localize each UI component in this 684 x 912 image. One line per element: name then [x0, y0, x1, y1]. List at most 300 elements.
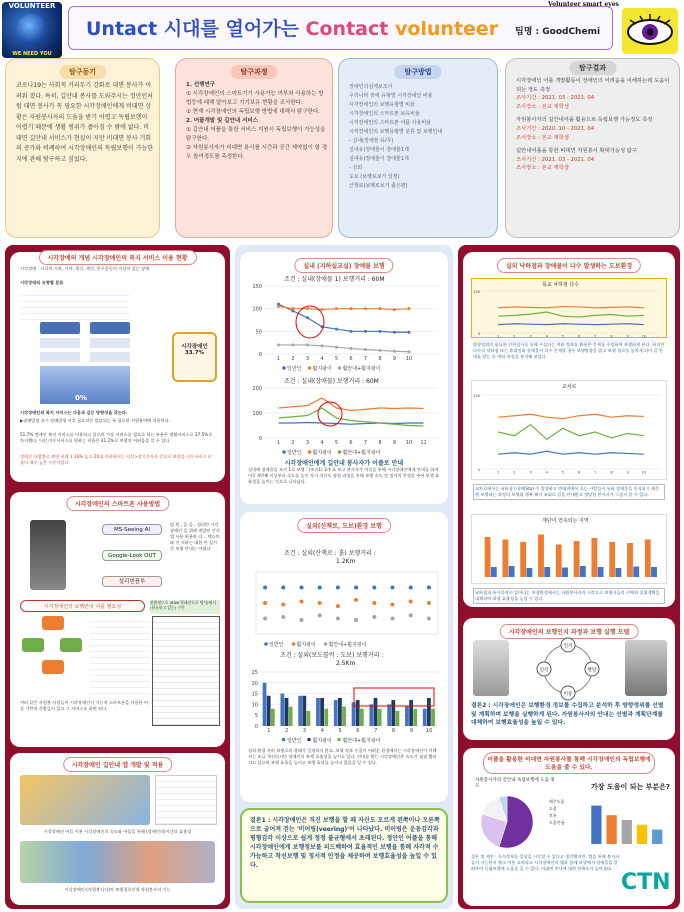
cycle-node-label: 인식	[539, 668, 549, 673]
model-panel	[463, 618, 675, 740]
welfare-note2: 시각장애의 유형별 분류	[20, 280, 64, 285]
stairs-bar-chart	[474, 525, 664, 583]
x-tick-label: 5	[561, 334, 565, 339]
bar	[378, 709, 382, 726]
legend-label: 일반인	[269, 642, 284, 648]
bar	[427, 698, 431, 726]
eye-icon	[622, 8, 678, 54]
x-tick-label: 4	[320, 356, 324, 362]
pie-title: 자원봉사자의 길안내 독립보행에 도움 정도	[475, 778, 555, 789]
bar	[289, 707, 293, 726]
motivation-title: 탐구동기	[59, 65, 106, 79]
welfare-summary: 정애인 사업별로 보면 비례 1.16% 높고 20대 이하에서는 자살>장기중사자 순으로 보행을 이동서비스 비율이 매우 높은 수준이었다.	[20, 454, 212, 465]
indoor-text: 실내에 장애물을 조건 1로 보행 : (조건1) 3개 표 보고 봉사자가 어플을 통해 시각장애인에게 안내를 하며 이동 4번째 이상부터 속도를 높인 자기 자신도 점점 과정을 통해 보행 속도 및 정서적 안정을 주어 보행 효율성을 높이는 것으로 나타났다.	[248, 467, 440, 484]
data-point	[364, 348, 367, 351]
bar	[574, 541, 580, 577]
data-point	[336, 586, 340, 590]
data-point	[379, 307, 382, 310]
stairs-chart-frame	[471, 278, 667, 338]
x-tick-label: 4	[545, 470, 548, 475]
bar	[342, 707, 346, 726]
volunteer-logo	[2, 2, 62, 58]
need-label: 시각장애인의 보행안내 어플 필요성	[20, 600, 145, 612]
legend-item: 도움	[549, 806, 557, 811]
custom-text-box	[152, 616, 220, 726]
legend-marker	[308, 366, 312, 370]
method-item: 실내유(장애물이 장애물1개	[349, 147, 409, 153]
cycle-node-label: 인지	[563, 644, 573, 649]
data-point	[263, 601, 267, 605]
app-caption: 시각장애인 어플 이용 시각장애인의 속도와 어플을 통해 (장애인의)시간과 효율성	[43, 829, 192, 834]
x-tick-label: 1	[497, 470, 500, 475]
process-item: ① 시각장애인의 스마트기기 사용가능 여부와 사용하는 방법등에 대해 알아보고 기기보유 현황을 조사한다.	[186, 91, 324, 106]
bar	[562, 568, 568, 578]
x-tick-label: 7	[374, 728, 378, 734]
process-item: ② 현재 시각장애인의 독립보행 방법에 대해서 탐구한다.	[186, 109, 321, 115]
data-point	[379, 330, 382, 333]
welfare-summary: 시각장애인의 복지 서비스는 다음과 같은 방향성을 갖는다.	[20, 410, 128, 415]
data-point	[391, 603, 395, 607]
bar	[298, 696, 302, 726]
outdoor-chart1-sub: 1.2Km	[336, 558, 356, 565]
data-point	[427, 586, 431, 590]
bar	[302, 696, 306, 726]
data-point	[393, 331, 396, 334]
bar	[485, 537, 491, 577]
need-diagram	[22, 616, 82, 696]
data-point	[292, 307, 295, 310]
logo-top-text: VOLUNTEER	[8, 2, 56, 10]
bar	[324, 709, 328, 726]
legend-marker	[338, 450, 342, 454]
bar	[280, 694, 284, 726]
y-tick-label: 0	[477, 468, 480, 472]
x-tick-label: 8	[378, 356, 382, 362]
model-conclusion: 결론2 : 시각장애인은 보행환경 정보를 수집하고 분석하 후 방향정위를 선별 및 계획하며 보행을 실행하게 된다. 자원봉사자의 안내는 선별과 계획단계를 대체하여 보행효율성을 높일 수 있다.	[471, 703, 664, 726]
data-point	[306, 316, 309, 319]
data-point	[281, 586, 285, 590]
y-tick-label: 100	[252, 306, 262, 313]
indoor-chart2-title: 조건 : 실내(장애물) 보행거리 : 60M	[284, 378, 379, 385]
data-point	[364, 330, 367, 333]
app-label: MS-Seeing AI	[102, 524, 162, 535]
legend-marker	[338, 366, 342, 370]
bar	[263, 683, 267, 726]
data-point	[321, 308, 324, 311]
series-line	[279, 398, 424, 411]
legend-label: 휠지팡이	[312, 366, 332, 372]
data-point	[427, 601, 431, 605]
bar-title: 가장 도움이 되는 부분은?	[591, 783, 670, 791]
series-line	[498, 307, 644, 308]
data-point	[318, 613, 322, 617]
legend-marker	[264, 642, 268, 646]
cognition-cycle-diagram	[523, 638, 613, 700]
outdoor-chart2-sub: 2.5Km	[336, 660, 356, 667]
x-tick-label: 2	[513, 334, 516, 339]
period-item: 조사기간 : 2021. 03 - 2021. 04	[516, 156, 595, 163]
series-line	[498, 324, 644, 325]
process-box	[175, 58, 333, 238]
welfare-note: 시각장애 : 시각의 시력, 시야, 광각, 색각, 안구운동의 이상이 있는 장애	[20, 266, 150, 271]
legend-item: 도움안됨	[549, 820, 565, 825]
brand-label: Volunteer smart eyes	[548, 1, 619, 8]
method-item: 시각장애인의 스마트폰 보유비율	[349, 111, 420, 117]
welfare-summary: 51.7% 정애인 복지 서비스를 이용하고 있으며 가장 서비스를 필요로 하는 부분은 생활서비스로 37.5%로 차지했다. 이런 이동서비스를 원하는 비율은 31.2%로 보행의 어려움을 알 수 있다.	[20, 432, 213, 443]
smartphone-panel	[10, 492, 225, 747]
app-photo-strip	[20, 841, 215, 883]
data-point	[393, 308, 396, 311]
method-item: 실내유(장애물이 장애물1개	[349, 156, 409, 162]
bar	[374, 698, 378, 726]
bar	[338, 698, 342, 726]
stairs-chart3-title: 계단이 연속되는 지역	[542, 518, 589, 524]
method-item: - 실내(장애물 유/무)	[349, 138, 394, 144]
x-tick-label: 8	[378, 440, 382, 446]
series-line	[279, 306, 410, 309]
x-tick-label: 6	[349, 356, 353, 362]
crossroad-line-chart	[474, 391, 664, 477]
data-point	[300, 586, 304, 590]
legend-marker	[282, 366, 286, 370]
indoor-chart1-title: 조건 : 실내(장애물 1) 보행거리 : 60M	[284, 276, 385, 283]
data-point	[318, 586, 322, 590]
x-tick-label: 4	[320, 440, 324, 446]
data-point	[277, 343, 280, 346]
bar	[633, 567, 639, 578]
diagram-node	[40, 338, 80, 348]
bar	[591, 806, 601, 844]
data-point	[318, 601, 322, 605]
y-tick-label: 100	[473, 290, 480, 294]
x-tick-label: 6	[349, 440, 353, 446]
survey-title: 어플을 활용한 비대면 자원봉사를 통해 시각장애인의 독립보행에 도움을 줄 수 있다.	[483, 752, 655, 774]
smartphone-text2: 여러 같은 자원봉 사장들이 시각장애인이 기능적 스마트폰을 이용한 어플 기반의 사람들이 있고 그 서비스를 하면 된다.	[20, 700, 148, 711]
legend-label: 휠안내+휠지팡이	[342, 366, 381, 372]
phone-image	[30, 520, 66, 590]
help-bar-chart	[583, 792, 669, 850]
smartphone-text: 텀 원 , 음 을 , 설리번 시각장애인 을 위해 개발된 인식 앱 사용 허용한 다 .. 텍스트와 인 지하는 대한 안 실시간 보행 안내는 어렵다	[170, 522, 220, 551]
x-tick-label: 5	[334, 440, 339, 446]
x-tick-label: 5	[334, 356, 339, 362]
data-point	[300, 599, 304, 603]
x-tick-label: 6	[577, 334, 581, 339]
help-pie-chart	[477, 792, 547, 852]
y-tick-label: 0	[477, 332, 480, 336]
legend-label: 휠안내+휠지팡이	[342, 738, 381, 744]
bar	[423, 709, 427, 726]
cycle-node-label: 이동	[563, 692, 573, 697]
custom-label: 맞춤형으로 (6DB 형태진로로 방식)에서 (원유하고 있는) 구인	[150, 600, 220, 614]
data-point	[321, 344, 324, 347]
period-title: 탐구결과	[569, 61, 616, 75]
app-label: 설리번플루	[102, 576, 162, 587]
outdoor-chart1-title: 조건 : 실외(산책로 : 흙) 보행거리 :	[284, 550, 376, 557]
method-item: 시각장애인의 보행유형별 분류 및 보행안내	[349, 129, 443, 135]
period-item: 조사기간 : 2020. 10 - 2021. 04	[516, 125, 595, 132]
series-line	[498, 451, 644, 454]
data-point	[364, 307, 367, 310]
x-tick-label: 2	[285, 728, 289, 734]
method-list	[349, 83, 494, 191]
x-tick-label: 9	[409, 728, 413, 734]
data-point	[409, 586, 413, 590]
legend-marker	[324, 642, 328, 646]
data-point	[350, 307, 353, 310]
method-item: 시각장애인의 스마트폰 어플 사용비율	[349, 120, 432, 126]
bar	[320, 698, 324, 726]
y-tick-label: 5	[254, 713, 258, 720]
period-list	[516, 77, 674, 173]
data-point	[336, 617, 340, 621]
bar	[491, 567, 497, 577]
x-tick-label: 1	[276, 440, 281, 446]
legend-label: 휠지팡이	[296, 642, 316, 648]
welfare-highlight-box: 시각장애인 33.7%	[172, 332, 217, 382]
y-tick-label: 20	[251, 680, 258, 687]
bar	[413, 709, 417, 726]
bar	[527, 568, 533, 577]
data-point	[263, 617, 267, 621]
diagram-pct: 0%	[75, 394, 87, 402]
x-tick-label: 10	[405, 440, 413, 446]
diagram-node	[40, 352, 80, 362]
bar	[609, 542, 615, 577]
x-tick-label: 5	[561, 470, 565, 475]
bar	[651, 567, 657, 577]
x-tick-label: 10	[425, 728, 433, 734]
team-name: 팀명 : GoodChemi	[515, 27, 601, 37]
data-point	[350, 347, 353, 350]
data-point	[263, 586, 267, 590]
ctn-logo: CTN	[621, 870, 671, 895]
x-tick-label: 11	[420, 440, 427, 446]
data-point	[354, 586, 358, 590]
app-photo-grid	[20, 775, 150, 825]
x-tick-label: 7	[363, 440, 368, 446]
bar	[520, 542, 526, 577]
x-tick-label: 1	[267, 728, 271, 734]
period-item: 길안내어플을 통한 비대면 자원봉사 확대가능성 탐구	[516, 148, 637, 155]
legend-marker	[292, 642, 296, 646]
y-tick-label: 100	[473, 394, 480, 398]
data-point	[409, 599, 413, 603]
diagram-node	[90, 322, 130, 334]
welfare-summary: ▶장애발생 초기 장애발생 이후 필요적인 발달되는 폭 필요한 지원분야에 적용한다.	[20, 418, 171, 423]
y-tick-label: 0	[258, 436, 262, 442]
bar	[387, 704, 391, 726]
bar	[431, 709, 435, 726]
bar	[627, 543, 633, 577]
data-point	[300, 618, 304, 622]
outdoor-title: 실외(산책로, 도보)환경 보행	[297, 518, 391, 533]
x-tick-label: 10	[641, 334, 647, 339]
data-point	[354, 618, 358, 622]
bar	[652, 830, 662, 844]
bar	[267, 696, 271, 726]
outdoor-scatter-chart	[244, 568, 444, 648]
method-item: 산책로(보행로보가 좁은편)	[349, 183, 408, 189]
need-text-block	[90, 616, 150, 696]
bar	[544, 567, 550, 577]
period-box	[505, 58, 680, 238]
data-point	[350, 330, 353, 333]
process-item: 1. 선행연구	[186, 82, 216, 88]
x-tick-label: 5	[338, 728, 342, 734]
process-title: 탐구과정	[230, 65, 277, 79]
legend-label: 일반인	[287, 450, 302, 456]
data-point	[372, 586, 376, 590]
data-point	[372, 601, 376, 605]
y-tick-label: 100	[252, 411, 262, 417]
diagram-node	[42, 616, 64, 630]
data-point	[335, 307, 338, 310]
diagram-node	[60, 638, 82, 652]
stairs-chart-title: 목교 낙하점 다수	[542, 282, 579, 288]
x-tick-label: 4	[545, 334, 548, 339]
stairs-chart2-title: 교차로	[562, 384, 577, 390]
x-tick-label: 9	[626, 470, 629, 475]
bar	[637, 825, 647, 844]
legend-marker	[338, 738, 341, 741]
x-tick-label: 8	[610, 334, 613, 339]
method-item: 시각장애인의 보행유형별 비율	[349, 102, 415, 108]
title-part-volunteer: volunteer	[394, 18, 499, 40]
y-tick-label: 0	[258, 352, 262, 358]
motivation-box	[5, 58, 160, 238]
bar	[556, 545, 562, 578]
bar	[502, 540, 508, 578]
page-title	[86, 14, 498, 41]
series-line	[498, 312, 644, 317]
highlight-circle	[296, 306, 324, 338]
data-point	[379, 349, 382, 352]
stairs-text2: 교차로에서는 낙하점 (내계(Sta) 이 발생하고 반대편에서 오는 사람들이 통화 장애물을 인식되기 때문에 보행하는 과정의 보행위 행복 해지 조회로 길을 안내받고 정당한 봉사자가 그렇지 알 수 있다.	[473, 484, 665, 500]
bar	[598, 567, 604, 577]
period-item: 조사장소 : 본교 재학생	[516, 165, 569, 172]
data-point	[408, 307, 411, 310]
period-item: 조사기간 : 2021. 03 - 2021. 04	[516, 95, 595, 102]
y-tick-label: 25	[251, 670, 258, 676]
y-tick-label: 150	[252, 284, 262, 290]
legend-label: 휠지팡이	[312, 450, 332, 456]
process-item: ① 길안내 어플을 통한 서비스 지원시 독립보행이 가능성을 탐구한다.	[186, 127, 326, 142]
walking-photo	[625, 640, 667, 696]
legend-label: 일반인	[287, 366, 302, 372]
data-point	[427, 617, 431, 621]
data-point	[372, 615, 376, 619]
data-point	[354, 598, 358, 602]
diagram-node	[90, 338, 130, 348]
x-tick-label: 6	[577, 470, 581, 475]
bar	[369, 704, 373, 726]
method-item: 우리나라 장애 유형별 시각장애인 비율	[349, 93, 433, 99]
process-item: 2. 어플개발 및 길안내 서비스	[186, 118, 259, 124]
x-tick-label: 6	[356, 728, 360, 734]
process-item: ② 자원봉사자가 비대면 봉사를 시간과 공간 제약없이 할 경우 참여정도를 측정한다.	[186, 145, 328, 160]
title-part-contact: ontact	[319, 18, 395, 40]
data-point	[306, 307, 309, 310]
app-caption: 시각장애인-(자원봉사자)의 보행경로안내 자원봉사의 기능	[64, 887, 171, 892]
survey-panel	[463, 748, 675, 906]
bar	[356, 700, 360, 726]
conclusion1-box	[240, 808, 448, 903]
x-tick-label: 3	[305, 356, 310, 362]
x-tick-label: 9	[392, 440, 397, 446]
diagram-node	[40, 322, 80, 334]
y-tick-label: 0	[254, 724, 258, 730]
series-line	[498, 425, 644, 440]
logo-bottom-text: WE NEED YOU	[12, 51, 52, 57]
x-tick-label: 8	[610, 470, 613, 475]
title-part-untact: Untact 시대를 열어가는	[86, 18, 306, 40]
data-point	[393, 350, 396, 353]
period-item: 조사장소 : 본교 재학생	[516, 134, 569, 141]
x-tick-label: 10	[641, 470, 647, 475]
x-tick-label: 1	[276, 356, 281, 362]
method-item: - 실외	[349, 165, 363, 171]
indoor-caption: 시각장애인에게 길안내 봉사자가 어플로 안내	[284, 460, 404, 467]
series-line	[279, 423, 424, 425]
legend-label: 휠안내+휠지팡이	[342, 450, 381, 456]
data-point	[292, 343, 295, 346]
indoor-line-chart-1	[244, 282, 444, 372]
model-title: 시각장애인의 보행인지 과정과 보행 실행 모델	[500, 624, 639, 639]
stairs-panel	[463, 252, 675, 607]
diagram-node	[22, 638, 44, 652]
x-tick-label: 7	[594, 334, 597, 339]
x-tick-label: 8	[391, 728, 396, 734]
globe-icon	[16, 14, 48, 46]
conclusion1-text: 결론1 : 시각장애인은 직진 보행을 할 때 자신도 모르게 왼쪽이나 오른쪽으로 굽어져 걷는 '비어링(veering)'이 나타났다. 비어링은 운동감각과 평형감각 이상으로 쉽게 정정 불균형에서 초래된다. 정안인 어플을 통해 시각장애인에게 보행정보를 피드백하여 효율적인 보행을 통해 자각적 수 가능하고 착선보행 및 정서적 안정을 제공하여 보행효율성을 높일 수 있다.	[250, 817, 440, 869]
outdoor-text: 실외 환경 특히 보행로의 형태가 일정하지 않고, 보행 정보 수집이 어려운 환경에서는 시각장애인이 비례서는 조금 개선되지만 장애인의 보행 효율성을 높이고 있다. 안내를 받는 시각장애인은 속도가 점점 빨라지고 있으며 보행 효율을 높이고 보행 효과를 높이고 있음을 알 수 있다.	[248, 748, 437, 765]
method-item: 장애인의심제보조사	[349, 84, 393, 90]
stairs-text1: 방향정위의 필요한 인편집자를 통해 수집되는 여러 정보를 활용한 문제를 수정하여 보행하게 된다. 하지만 다수의 낙하점 또는 휴대전화 장애물이 다수 존재할 경우 보행방향을 잃고 보행 경로를 놓치게 되어 길 안내를 받는 등 여러 특성을 분석해 보았다.	[473, 342, 665, 359]
smartphone-title: 시각장애인의 스마트폰 사용방법	[66, 496, 169, 511]
series-line	[498, 414, 644, 418]
app-panel	[10, 753, 225, 905]
bar	[285, 698, 289, 726]
data-point	[391, 617, 395, 621]
data-point	[391, 586, 395, 590]
bar	[538, 535, 544, 578]
period-item: 자원봉사자의 길안내어플 활용으로 독립보행 가능정도 측정	[516, 117, 653, 124]
walking-photo	[473, 640, 509, 696]
bar	[334, 700, 338, 726]
data-point	[335, 346, 338, 349]
y-tick-label: 15	[251, 691, 258, 698]
x-tick-label: 7	[594, 470, 597, 475]
y-tick-label: 10	[251, 702, 258, 709]
stairs-text3: 낙하점과 통시목적이 일어나는 보행환경에서는 자원봉사자의 시각으로 보행자들의 선택과 실행계획을 대체하여 보행 효율성을 높일 수 있다.	[473, 588, 665, 604]
outdoor-panel	[240, 512, 448, 802]
x-tick-label: 10	[405, 356, 413, 362]
data-point	[335, 328, 338, 331]
x-tick-label: 3	[305, 440, 310, 446]
method-title: 탐구방법	[394, 65, 441, 79]
legend-item: 매우도움	[549, 799, 565, 804]
welfare-title: 시각장애의 개념 시각장애인의 복지 서비스 이용 현황	[38, 250, 196, 265]
bar	[622, 820, 632, 844]
indoor-title: 실내 (지하실교실) 장애물 보행	[294, 258, 393, 273]
indoor-line-chart-2	[244, 384, 444, 456]
welfare-diagram	[20, 322, 170, 406]
data-point	[306, 343, 309, 346]
indoor-panel	[240, 252, 448, 504]
y-tick-label: 50	[255, 329, 262, 336]
data-point	[281, 603, 285, 607]
welfare-panel	[10, 252, 225, 482]
